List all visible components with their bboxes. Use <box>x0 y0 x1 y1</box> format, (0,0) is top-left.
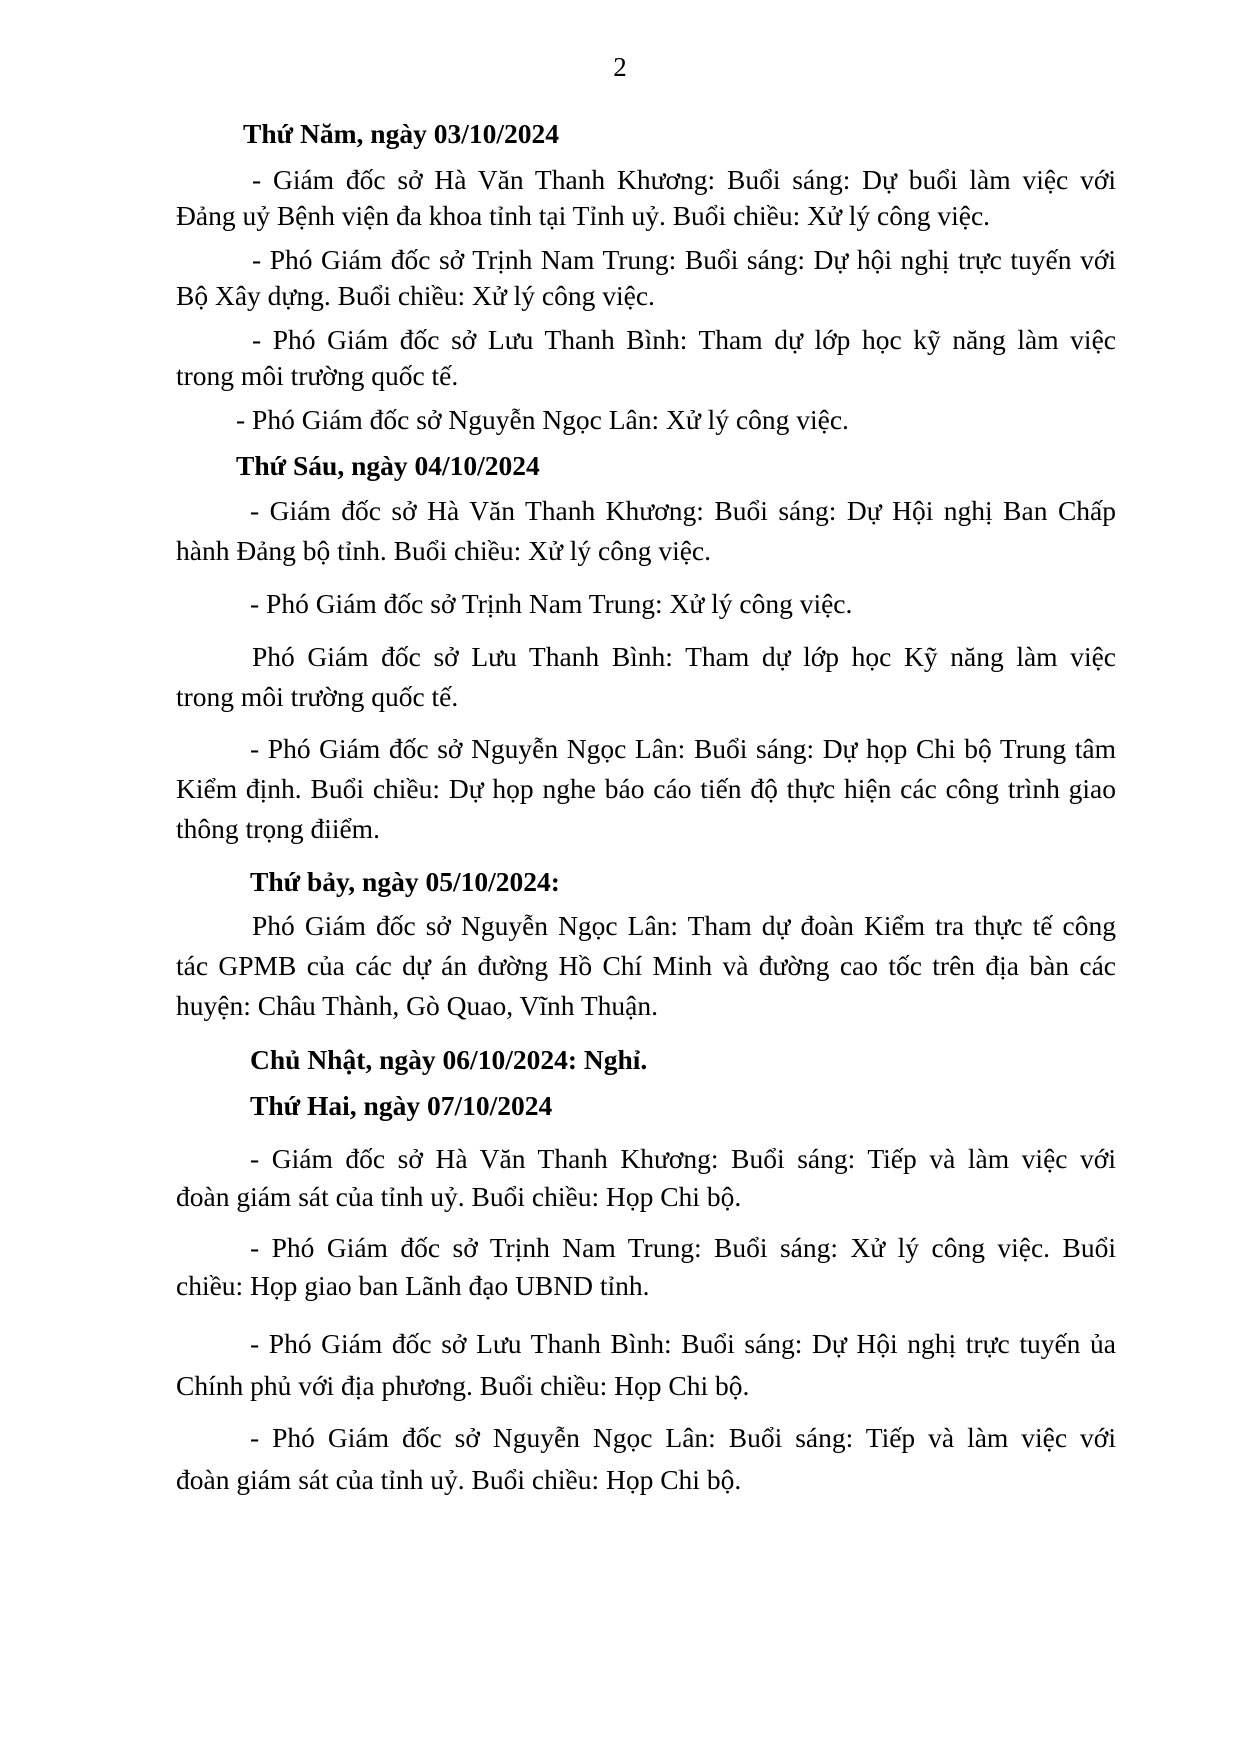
entry-line: Kiểm định. Buổi chiều: Dự họp nghe báo cáo tiến độ thực hiện các công trình giao <box>176 773 1116 804</box>
entry-line: Chính phủ với địa phương. Buổi chiều: Họp Chi bộ. <box>176 1370 750 1401</box>
entry-line: chiều: Họp giao ban Lãnh đạo UBND tỉnh. <box>176 1270 650 1301</box>
day-heading: Thứ Năm, ngày 03/10/2024 <box>243 118 559 149</box>
entry-line: trong môi trường quốc tế. <box>176 360 459 391</box>
entry-line: đoàn giám sát của tỉnh uỷ. Buổi chiều: Họp Chi bộ. <box>176 1181 742 1212</box>
entry-line: - Giám đốc sở Hà Văn Thanh Khương: Buổi sáng: Tiếp và làm việc với <box>250 1143 1116 1174</box>
entry-line: hành Đảng bộ tỉnh. Buổi chiều: Xử lý công việc. <box>176 535 712 566</box>
day-heading: Thứ Sáu, ngày 04/10/2024 <box>236 450 540 481</box>
entry-line: - Phó Giám đốc sở Trịnh Nam Trung: Buổi sáng: Dự hội nghị trực tuyến với <box>252 244 1116 275</box>
day-heading: Chủ Nhật, ngày 06/10/2024: Nghỉ. <box>250 1044 648 1075</box>
entry-line: - Phó Giám đốc sở Lưu Thanh Bình: Tham dự lớp học kỹ năng làm việc <box>252 324 1116 355</box>
entry-line: - Phó Giám đốc sở Nguyễn Ngọc Lân: Buổi sáng: Dự họp Chi bộ Trung tâm <box>250 733 1116 764</box>
page-number: 2 <box>613 52 627 82</box>
entry-line: trong môi trường quốc tế. <box>176 681 459 712</box>
day-heading: Thứ Hai, ngày 07/10/2024 <box>250 1090 553 1121</box>
day-heading: Thứ bảy, ngày 05/10/2024: <box>250 866 560 897</box>
entry-line: huyện: Châu Thành, Gò Quao, Vĩnh Thuận. <box>176 990 658 1021</box>
entry-line: - Giám đốc sở Hà Văn Thanh Khương: Buổi sáng: Dự buổi làm việc với <box>252 164 1116 195</box>
entry-line: - Phó Giám đốc sở Lưu Thanh Bình: Buổi sáng: Dự Hội nghị trực tuyến ủa <box>250 1328 1116 1359</box>
entry-line: Đảng uỷ Bệnh viện đa khoa tỉnh tại Tỉnh uỷ. Buổi chiều: Xử lý công việc. <box>176 200 991 231</box>
entry-line: đoàn giám sát của tỉnh uỷ. Buổi chiều: Họp Chi bộ. <box>176 1464 742 1495</box>
entry-line: - Phó Giám đốc sở Trịnh Nam Trung: Xử lý công việc. <box>250 588 853 619</box>
entry-line: - Phó Giám đốc sở Nguyễn Ngọc Lân: Buổi sáng: Tiếp và làm việc với <box>250 1422 1116 1453</box>
entry-line: Phó Giám đốc sở Nguyễn Ngọc Lân: Tham dự đoàn Kiểm tra thực tế công <box>252 910 1116 941</box>
entry-line: tác GPMB của các dự án đường Hồ Chí Minh và đường cao tốc trên địa bàn các <box>176 950 1116 981</box>
entry-line: - Phó Giám đốc sở Trịnh Nam Trung: Buổi sáng: Xử lý công việc. Buổi <box>250 1232 1116 1263</box>
entry-line: thông trọng điiểm. <box>176 813 380 844</box>
entry-line: - Giám đốc sở Hà Văn Thanh Khương: Buổi sáng: Dự Hội nghị Ban Chấp <box>250 495 1116 526</box>
entry-line: Bộ Xây dựng. Buổi chiều: Xử lý công việc. <box>176 280 655 311</box>
entry-line: Phó Giám đốc sở Lưu Thanh Bình: Tham dự lớp học Kỹ năng làm việc <box>252 641 1116 672</box>
entry-line: - Phó Giám đốc sở Nguyễn Ngọc Lân: Xử lý công việc. <box>236 404 849 435</box>
